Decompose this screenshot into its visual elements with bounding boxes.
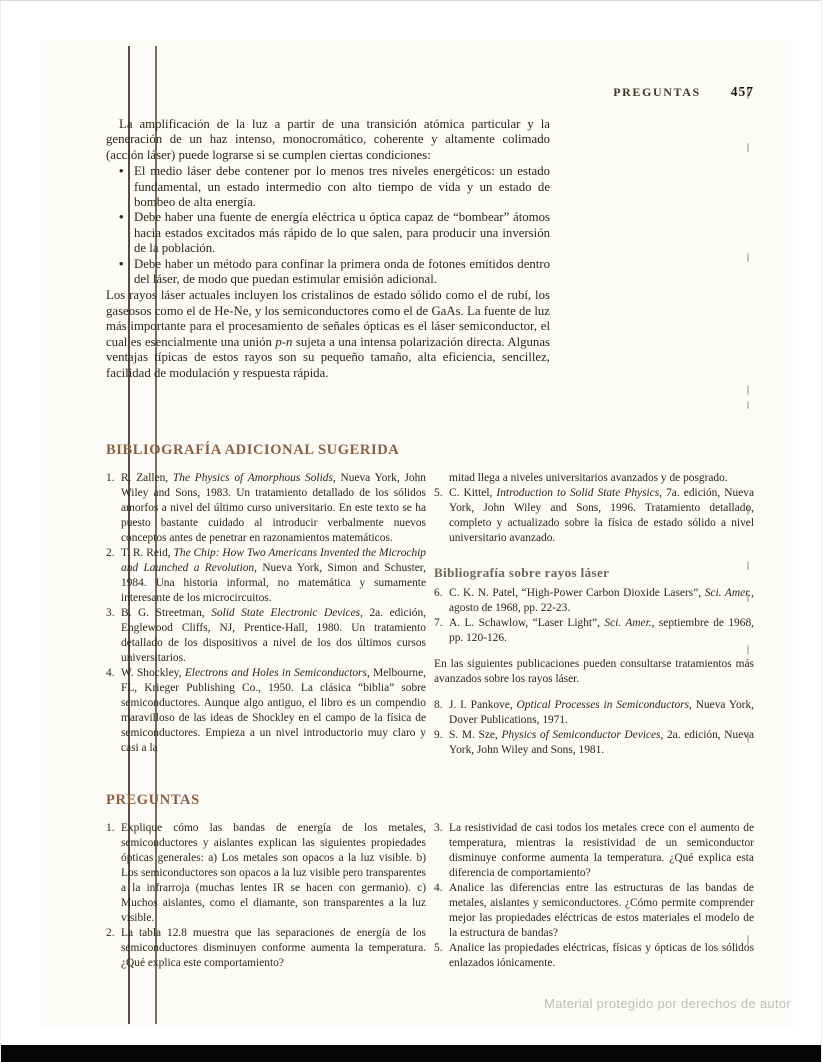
laser-bibliography-subheading: Bibliografía sobre rayos láser: [434, 565, 610, 580]
question-item: 1. Explique cómo las bandas de energía de los metales, semiconductores y aislantes explican las siguientes propiedades ópticas generales: a) Los metales son opacos a la luz visible. b) Los semiconductores son opacos a la luz visible pero transparentes a la infrarroja (muchas lentes IR se hacen con germanio). c) Muchos aislantes, como el diamante, son transparentes a la luz visible.: [106, 822, 426, 924]
continuation-text: mitad llega a niveles universitarios avanzados y de posgrado.: [449, 472, 728, 484]
bibliography-item-5: [434, 486, 754, 546]
item-number: 3.: [434, 822, 443, 834]
questions-columns: [106, 821, 754, 971]
item-number: 4.: [106, 667, 115, 679]
item-number: 4.: [434, 882, 443, 894]
bibliography-item: 9. S. M. Sze, Physics of Semiconductor Devices, 2a. edición, Nueva York, John Wiley and Sons, 1981.: [434, 729, 755, 756]
bibliography-title: BIBLIOGRAFÍA ADICIONAL SUGERIDA: [106, 442, 400, 458]
more-bibliography-list: [434, 698, 754, 758]
questions-right-column: [434, 821, 754, 971]
bibliography-right-column: [434, 471, 754, 758]
bibliography-item: 7. A. L. Schawlow, “Laser Light”, Sci. Amer., septiembre de 1968, pp. 120-126.: [434, 617, 754, 644]
question-item: 5. Analice las propiedades eléctricas, físicas y ópticas de los sólidos enlazados iónicamente.: [434, 942, 754, 969]
page-number: 457: [730, 84, 754, 99]
bibliography-left-column: [106, 471, 426, 758]
margin-tick: [747, 401, 749, 409]
item-number: 6.: [434, 587, 443, 599]
running-head: [106, 83, 754, 101]
margin-tick: [747, 385, 749, 395]
bullet-item: • El medio láser debe contener por lo menos tres niveles energéticos: un estado fundamental, un estado intermedio con alto tiempo de vida y un estado de bombeo de alta energía.: [119, 164, 550, 210]
item-number: 3.: [106, 607, 115, 619]
bibliography-item: 8. J. I. Pankove, Optical Processes in Semiconductors, Nueva York, Dover Publications, 1971.: [434, 699, 754, 726]
bibliography-item: 3. B. G. Streetman, Solid State Electronic Devices, 2a. edición, Englewood Cliffs, NJ, Prentice-Hall, 1980. Un tratamiento detallado de los dispositivos a nivel de los dos últimos cursos universitarios.: [106, 607, 426, 664]
bibliography-item: 6. C. K. N. Patel, “High-Power Carbon Dioxide Lasers”, Sci. Amer., agosto de 1968, pp. 22-23.: [434, 587, 755, 614]
bullet-list: [106, 164, 550, 287]
bullet-item: • Debe haber un método para confinar la primera onda de fotones emitidos dentro del láser, de modo que puedan estimular emisión adicional.: [119, 257, 550, 288]
item-number: 1.: [106, 822, 115, 834]
item-number: 9.: [434, 729, 443, 741]
margin-tick: [747, 143, 749, 152]
body-paragraph: Los rayos láser actuales incluyen los cristalinos de estado sólido como el de rubí, los gaseosos como el de He-Ne, y los semiconductores como el de GaAs. La fuente de luz más importante para el procesamiento de señales ópticas es el láser semiconductor, el cual es esencialmente una unión p-n sujeta a una intensa polarización directa. Algunas ventajas típicas de estos rayos son su pequeño tamaño, alta eficiencia, sencillez, facilidad de modulación y respuesta rápida.: [106, 288, 550, 380]
bibliography-item: 1. R. Zallen, The Physics of Amorphous Solids, Nueva York, John Wiley and Sons, 1983. Un tratamiento detallado de los sólidos amorfos a nivel del último curso universitario. En este texto se ha puesto bastante cuidado al introducir verbalmente nuevos conceptos antes de penetrar en razonamientos matemáticos.: [106, 472, 426, 544]
bibliography-item: 2. T. R. Reid, The Chip: How Two Americans Invented the Microchip and Launched a Revolution, Nueva York, Simon and Schuster, 1984. Una historia informal, no matemática y sumamente interesante de los microcircuitos.: [106, 547, 426, 604]
copyright-notice: Material protegido por derechos de autor: [544, 996, 791, 1011]
question-item: 2. La tabla 12.8 muestra que las separaciones de energía de los semiconductores disminuyen conforme aumenta la temperatura. ¿Qué explica este comportamiento?: [106, 927, 426, 969]
item-number: 2.: [106, 927, 115, 939]
margin-tick: [747, 253, 749, 262]
bibliography-columns: [106, 471, 754, 758]
laser-bibliography-list: [434, 586, 754, 646]
questions-title: PREGUNTAS: [106, 792, 200, 808]
item-number: 2.: [106, 547, 115, 559]
item-number: 7.: [434, 617, 443, 629]
questions-left-column: [106, 821, 426, 971]
book-page: [41, 41, 793, 1029]
intro-paragraph: La amplificación de la luz a partir de una transición atómica particular y la generación de un haz intenso, monocromático, coherente y altamente colimado (acción láser) puede lograrse si se cumplen ciertas condiciones:: [106, 117, 550, 162]
item-number: 8.: [434, 699, 443, 711]
question-item: 4. Analice las diferencias entre las estructuras de las bandas de metales, aislantes y semiconductores. ¿Cómo permite comprender mejor las propiedades eléctricas de estos materiales el modelo de la estructura de bandas?: [434, 882, 754, 939]
question-item: 3. La resistividad de casi todos los metales crece con el aumento de temperatura, mientras la resistividad de un semiconductor disminuye conforme aumenta la temperatura. ¿Qué explica esta diferencia de comportamiento?: [434, 822, 754, 879]
item-number: 5.: [434, 487, 443, 499]
bullet-item: • Debe haber una fuente de energía eléctrica u óptica capaz de “bombear” átomos hacia estados excitados más rápido de lo que salen, para producir una inversión de la población.: [119, 210, 550, 256]
item-number: 1.: [106, 472, 115, 484]
item-number: 5.: [434, 942, 443, 954]
running-title: PREGUNTAS: [613, 85, 701, 99]
intro-section: [106, 117, 550, 381]
bibliography-item: 4. W. Shockley, Electrons and Holes in Semiconductors, Melbourne, FL, Krieger Publishing Co., 1950. La clásica “biblia” sobre semiconductores. Aunque algo antiguo, el libro es un compendio maravilloso de las ideas de Shockley en el campo de la física de semiconductores. Empieza a un nivel introductorio muy claro y casi a la: [106, 667, 427, 754]
note-paragraph: En las siguientes publicaciones pueden consultarse tratamientos más avanzados sobre los rayos láser.: [434, 658, 754, 685]
bottom-bar: [1, 1045, 822, 1062]
bibliography-item: 5. C. Kittel, Introduction to Solid State Physics, 7a. edición, Nueva York, John Wiley and Sons, 1996. Tratamiento detallado, completo y actualizado sobre la física de estado sólido a nivel universitario avanzado.: [434, 487, 754, 544]
